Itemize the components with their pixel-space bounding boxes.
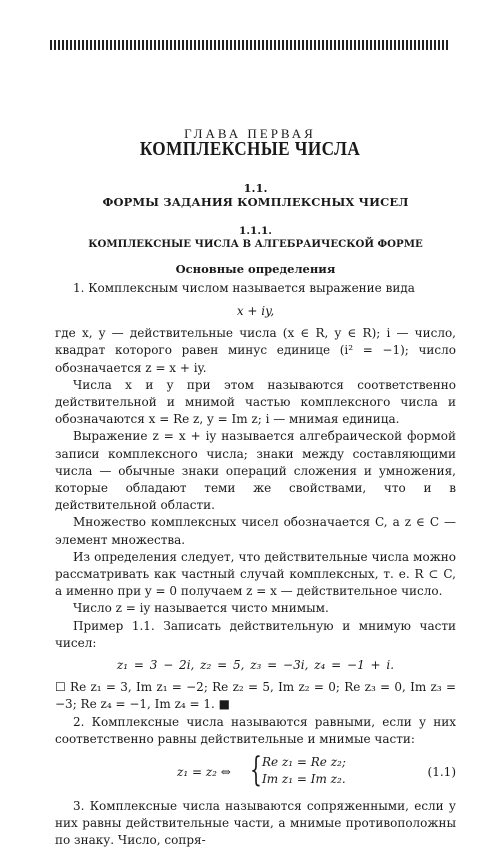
example-heading: Пример 1.1. Записать действительную и мнимую части чисел: bbox=[55, 618, 456, 650]
paragraph-real-subset: Из определения следует, что действительные числа можно рассматривать как частный случай комплексных, т. е. R ⊂ C, а именно при y = 0 получаем z = x — действительное число. bbox=[55, 549, 456, 599]
paragraph-equality: 2. Комплексные числа называются равными, если у них соответственно равны действительные и мнимые части: bbox=[55, 714, 456, 746]
basic-definitions-heading: Основные определения bbox=[175, 262, 336, 276]
equation-cases bbox=[262, 754, 346, 788]
paragraph-variables: где x, y — действительные числа (x ∈ R, y ∈ R); i — число, квадрат которого равен минус единице (i² = −1); число обозначается z = x + iy. bbox=[55, 326, 456, 375]
formula-algebraic: x + iy, bbox=[236, 304, 275, 319]
chapter-label: ГЛАВА ПЕРВАЯ bbox=[184, 126, 316, 141]
section-title: ФОРМЫ ЗАДАНИЯ КОМПЛЕКСНЫХ ЧИСЕЛ bbox=[102, 195, 409, 209]
equation-1-1 bbox=[55, 750, 456, 791]
paragraph-algebraic-form: Выражение z = x + iy называется алгебраической формой записи комплексного числа; знаки между составляющими числа — обычные знаки операций сложения и умножения, которые обладают теми же свойствами, что и в действительной области. bbox=[55, 429, 456, 513]
example-solution: ☐ Re z₁ = 3, Im z₁ = −2; Re z₂ = 5, Im z₂ = 0; Re z₃ = 0, Im z₃ = −3; Re z₄ = −1, Im z₄ = 1. ■ bbox=[55, 680, 456, 712]
equation-number: (1.1) bbox=[427, 765, 456, 780]
equation-case-1: Re z₁ = Re z₂; bbox=[262, 755, 346, 770]
paragraph-conjugate: 3. Комплексные числа называются сопряженными, если у них равны действительные части, а мнимые противоположны по знаку. Число, сопря- bbox=[55, 799, 456, 848]
chapter-title: КОМПЛЕКСНЫЕ ЧИСЛА bbox=[139, 138, 361, 160]
header-ornament bbox=[50, 40, 450, 50]
brace-symbol: { bbox=[250, 750, 262, 791]
subsection-number: 1.1.1. bbox=[239, 225, 272, 237]
formula-example: z₁ = 3 − 2i, z₂ = 5, z₃ = −3i, z₄ = −1 + i. bbox=[116, 658, 395, 673]
section-number: 1.1. bbox=[243, 181, 268, 195]
paragraph-pure-imaginary: Число z = iy называется чисто мнимым. bbox=[73, 601, 329, 616]
paragraph-definition: 1. Комплексным числом называется выражение вида bbox=[73, 281, 415, 295]
page-body bbox=[55, 181, 456, 850]
paragraph-set: Множество комплексных чисел обозначается C, а z ∈ C — элемент множества. bbox=[55, 515, 456, 547]
subsection-title: КОМПЛЕКСНЫЕ ЧИСЛА В АЛГЕБРАИЧЕСКОЙ ФОРМЕ bbox=[88, 238, 423, 250]
equation-case-2: Im z₁ = Im z₂. bbox=[262, 772, 346, 787]
paragraph-real-imaginary: Числа x и y при этом называются соответственно действительной и мнимой частью комплексного числа и обозначаются x = Re z, y = Im z; i — мнимая единица. bbox=[55, 377, 456, 427]
equation-left: z₁ = z₂ ⇔ bbox=[177, 765, 231, 780]
